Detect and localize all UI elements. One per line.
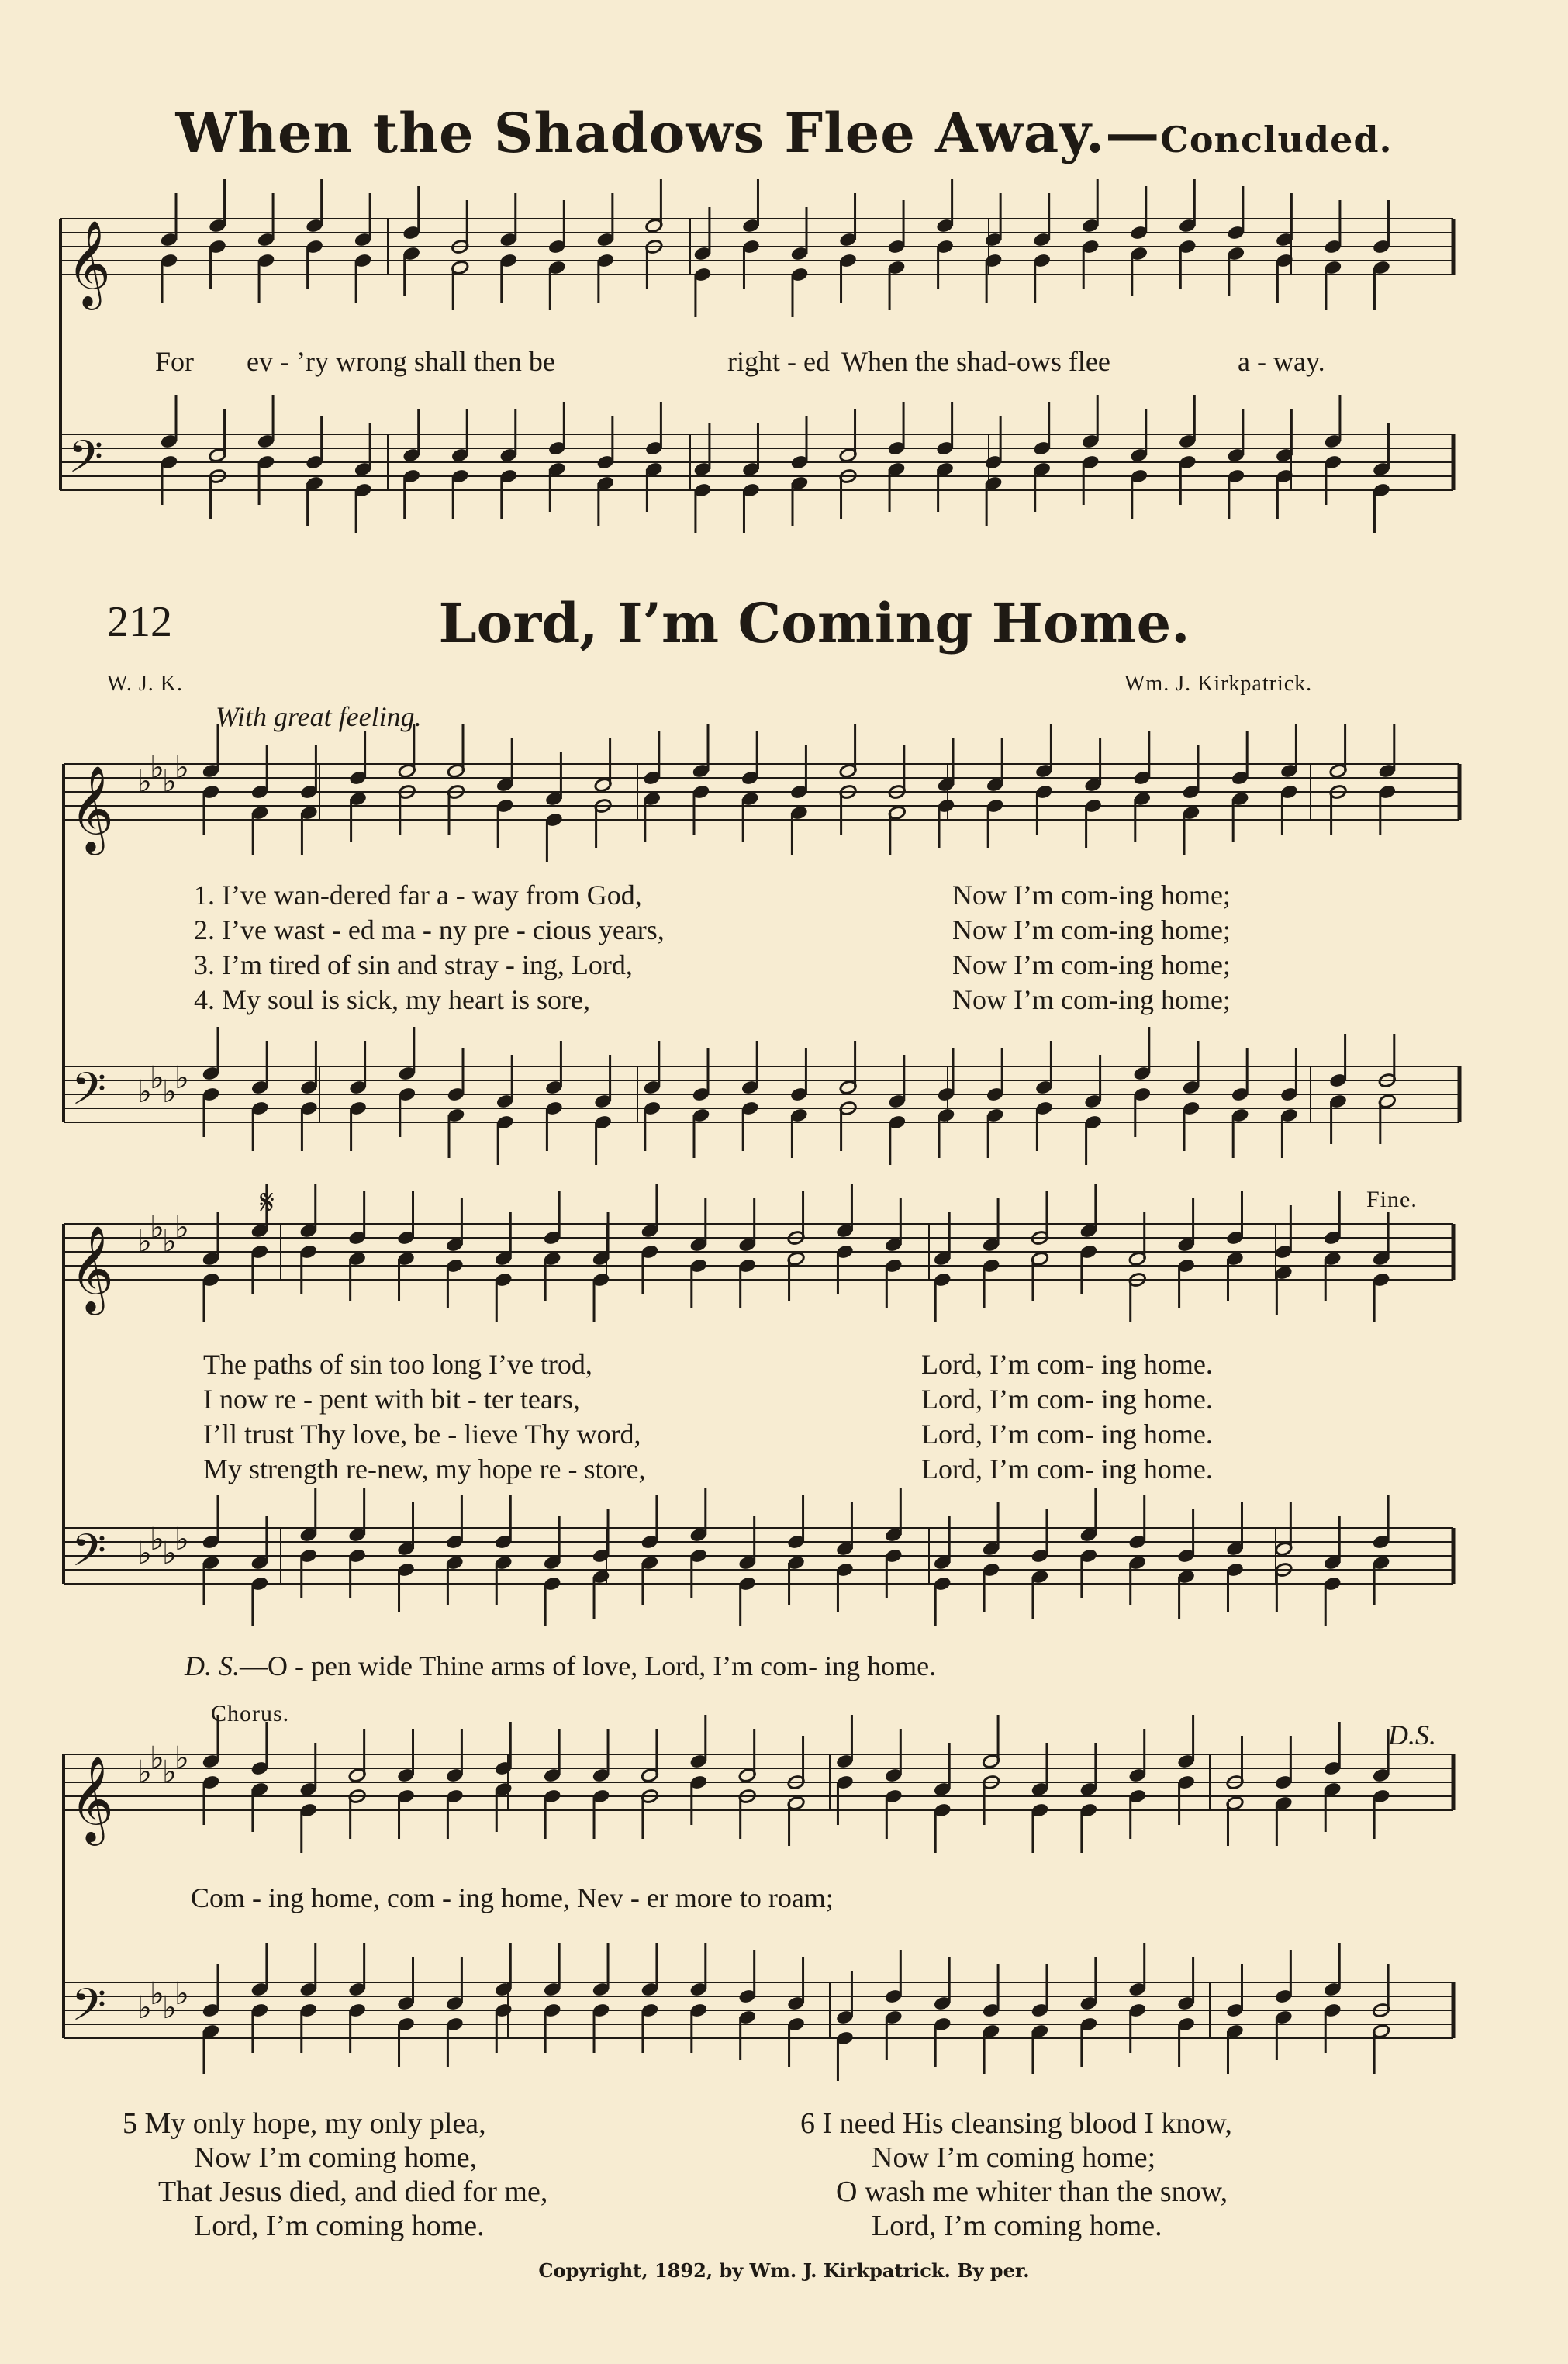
flat-sign: ♭	[174, 1976, 189, 2012]
section1-title-text: When the Shadows Flee Away.	[175, 101, 1106, 165]
flat-sign: ♭	[150, 1060, 164, 1096]
flat-sign: ♭	[174, 1740, 189, 1776]
verse-1-line-b: Now I’m com-ing home;	[952, 880, 1231, 911]
section1-lyric-2: ev - ’ry wrong shall then be	[247, 346, 555, 377]
section1-lyric-1: For	[155, 346, 195, 377]
section1-lyric-3: right - ed	[727, 346, 830, 377]
verse-4-line-c: My strength re-new, my hope re - store,	[203, 1453, 646, 1484]
flat-sign: ♭	[137, 1754, 152, 1790]
tempo-marking: With great feeling.	[216, 701, 422, 732]
verse-1-line-a: 1. I’ve wan-dered far a - way from God,	[194, 880, 642, 911]
ds-prefix: D. S.	[185, 1650, 240, 1681]
flat-sign: ♭	[137, 1224, 152, 1260]
flat-sign: ♭	[137, 1074, 152, 1110]
flat-sign: ♭	[162, 1074, 177, 1110]
ds-mark: D.S.	[1388, 1719, 1436, 1751]
copyright-notice: Copyright, 1892, by Wm. J. Kirkpatrick. By per.	[538, 2259, 1030, 2282]
bass-clef: 𝄢	[71, 1524, 107, 1588]
verse-4-line-d: Lord, I’m com- ing home.	[921, 1453, 1213, 1484]
flat-sign: ♭	[174, 750, 189, 786]
flat-sign: ♭	[150, 1976, 164, 2012]
treble-clef: 𝄞	[70, 765, 114, 852]
flat-sign: ♭	[150, 1522, 164, 1557]
section1-lyric-4: When the shad-ows flee	[841, 346, 1110, 377]
verse-3-line-c: I’ll trust Thy love, be - lieve Thy word,	[203, 1419, 641, 1450]
flat-sign: ♭	[150, 750, 164, 786]
ds-line	[185, 1650, 936, 1682]
flat-sign: ♭	[162, 1224, 177, 1260]
hymn-composer: Wm. J. Kirkpatrick.	[1124, 672, 1313, 696]
verse-5	[123, 2107, 547, 2243]
verse-6-line-4: Lord, I’m coming home.	[872, 2210, 1162, 2242]
flat-sign: ♭	[137, 1990, 152, 2026]
segno-mark: 𝄋	[260, 1183, 275, 1222]
verse-6-line-1: 6 I need His cleansing blood I know,	[800, 2107, 1232, 2140]
hymn-number: 212	[107, 598, 172, 646]
verse-2-line-a: 2. I’ve wast - ed ma - ny pre - cious years,	[194, 914, 665, 945]
flat-sign: ♭	[150, 1210, 164, 1246]
verse-5-line-1: 5 My only hope, my only plea,	[123, 2107, 486, 2140]
section1-title-suffix: Concluded.	[1160, 119, 1393, 161]
hymn-title: Lord, I’m Coming Home.	[438, 591, 1190, 655]
treble-clef: 𝄞	[70, 1225, 114, 1312]
flat-sign: ♭	[137, 764, 152, 800]
staves	[60, 219, 1459, 2038]
flat-sign: ♭	[150, 1740, 164, 1776]
verse-5-line-2: Now I’m coming home,	[194, 2141, 478, 2174]
verse-3-line-d: Lord, I’m com- ing home.	[921, 1419, 1213, 1450]
verse-5-line-3: That Jesus died, and died for me,	[158, 2176, 548, 2208]
verse-6-line-3: O wash me whiter than the snow,	[836, 2176, 1228, 2208]
chorus-lyrics: Com - ing home, com - ing home, Nev - er more to roam;	[191, 1882, 834, 1913]
flat-sign: ♭	[137, 1536, 152, 1571]
bass-clef: 𝄢	[71, 1063, 107, 1126]
verse-6-line-2: Now I’m coming home;	[872, 2141, 1156, 2174]
bass-clef: 𝄢	[71, 1979, 107, 2042]
verse-2-line-d: Lord, I’m com- ing home.	[921, 1384, 1213, 1415]
verse-1-line-c: The paths of sin too long I’ve trod,	[203, 1349, 592, 1380]
verse-3-line-b: Now I’m com-ing home;	[952, 949, 1231, 980]
ds-line-text: —O - pen wide Thine arms of love, Lord, I’m com- ing home.	[240, 1650, 937, 1681]
flat-sign: ♭	[162, 764, 177, 800]
verse-6	[800, 2107, 1232, 2243]
verse-5-line-4: Lord, I’m coming home.	[194, 2210, 485, 2242]
verse-2-line-b: Now I’m com-ing home;	[952, 914, 1231, 945]
fine-mark: Fine.	[1366, 1187, 1418, 1212]
treble-clef: 𝄞	[67, 219, 111, 306]
treble-clef: 𝄞	[70, 1755, 114, 1842]
chorus-label: Chorus.	[211, 1701, 290, 1726]
verse-4-line-a: 4. My soul is sick, my heart is sore,	[194, 984, 590, 1015]
verse-3-line-a: 3. I’m tired of sin and stray - ing, Lord,	[194, 949, 633, 980]
flat-sign: ♭	[162, 1754, 177, 1790]
hymn-author: W. J. K.	[107, 672, 183, 696]
verse-1-line-d: Lord, I’m com- ing home.	[921, 1349, 1213, 1380]
bass-clef: 𝄢	[68, 430, 104, 494]
flat-sign: ♭	[174, 1060, 189, 1096]
section1-title: When the Shadows Flee Away.—Concluded.	[175, 101, 1393, 165]
flat-sign: ♭	[174, 1210, 189, 1246]
flat-sign: ♭	[162, 1990, 177, 2026]
section1-lyric-5: a - way.	[1238, 346, 1325, 377]
verse-4-line-b: Now I’m com-ing home;	[952, 984, 1231, 1015]
flat-sign: ♭	[162, 1536, 177, 1571]
flat-sign: ♭	[174, 1522, 189, 1557]
verse-2-line-c: I now re - pent with bit - ter tears,	[203, 1384, 580, 1415]
